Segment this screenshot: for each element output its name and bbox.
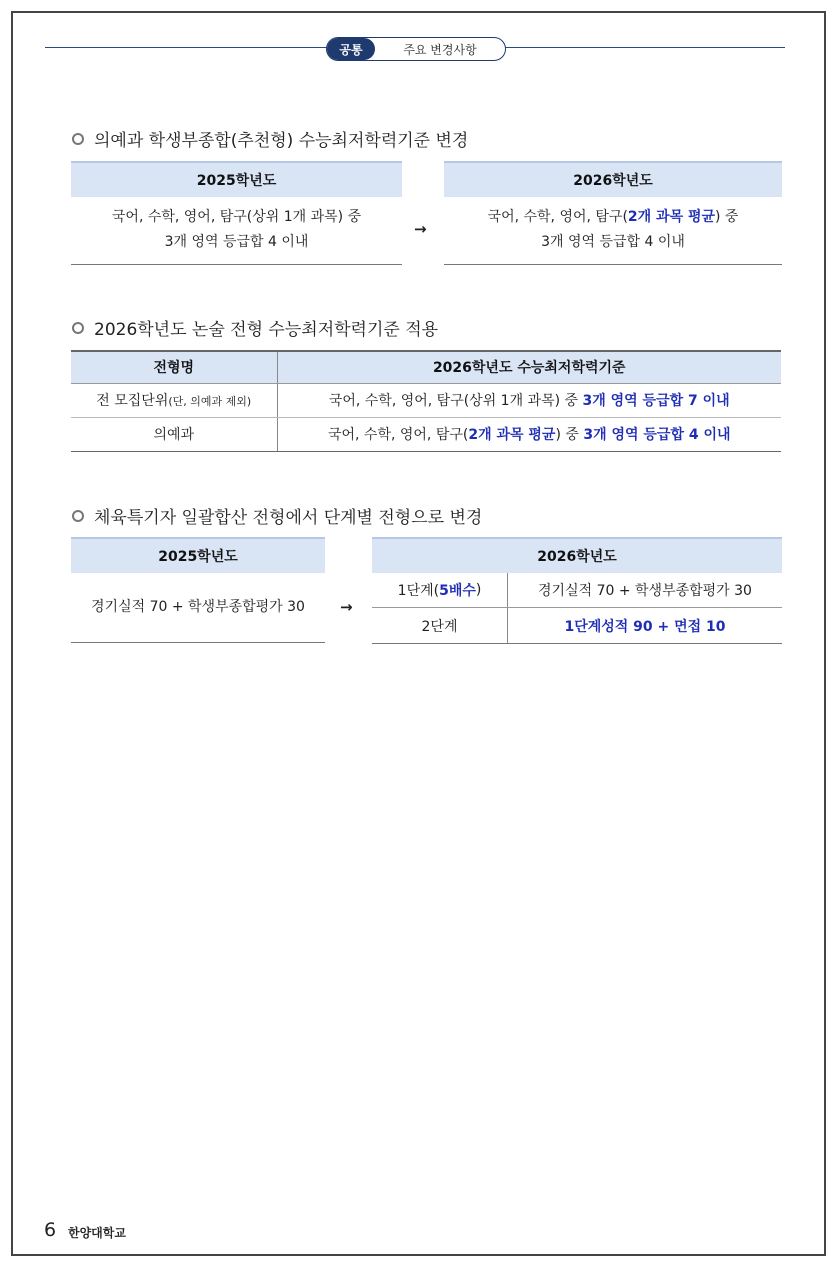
section1-after-line2: 3개 영역 등급합 4 이내	[541, 234, 685, 250]
row-criteria-highlight: 3개 영역 등급합 7 이내	[582, 393, 730, 409]
stage1-post: )	[475, 582, 482, 598]
row-type-cell	[71, 383, 277, 417]
section1-heading	[72, 126, 468, 151]
section3-before-value: 경기실적 70 + 학생부종합평가 30	[71, 573, 325, 643]
section1-title: 의예과 학생부종합(추천형) 수능최저학력기준 변경	[94, 131, 469, 151]
section1-arrow-icon: →	[414, 220, 427, 238]
row-type-cell	[71, 417, 277, 451]
stage1-highlight: 5배수	[439, 583, 476, 599]
header-tag: 공통	[327, 38, 375, 60]
section1-after-body	[444, 197, 782, 265]
column-header-type: 전형명	[71, 351, 277, 383]
stage1-value: 경기실적 70 + 학생부종합평가 30	[538, 583, 752, 599]
section1-before-line1: 국어, 수학, 영어, 탐구(상위 1개 과목) 중	[111, 209, 362, 225]
bullet-circle-icon	[72, 510, 84, 522]
column-header-criteria: 2026학년도 수능최저학력기준	[277, 351, 781, 383]
bullet-circle-icon	[72, 133, 84, 145]
header-label: 주요 변경사항	[403, 42, 477, 57]
stage1-pre: 1단계(	[397, 583, 440, 599]
row-criteria-highlight-mid: 2개 과목 평균	[468, 427, 556, 443]
section3-before-box	[71, 537, 325, 643]
row-criteria-pre: 국어, 수학, 영어, 탐구(	[327, 427, 469, 443]
table-row	[71, 383, 781, 417]
section1-after-highlight: 2개 과목 평균	[627, 209, 716, 225]
section3-arrow-icon: →	[340, 598, 353, 616]
table-row	[71, 417, 781, 451]
row-criteria-cell	[277, 417, 781, 451]
row-type-sub: (단, 의예과 제외)	[168, 395, 252, 408]
row-criteria-pre: 국어, 수학, 영어, 탐구(상위 1개 과목) 중	[328, 393, 583, 409]
row-type-main: 전 모집단위	[96, 393, 169, 409]
table-header-row	[71, 351, 781, 383]
stage-row	[372, 608, 782, 643]
section3-stage-grid	[372, 573, 782, 644]
header-pill	[326, 37, 506, 61]
section3-before-year: 2025학년도	[71, 537, 325, 573]
section3-title: 체육특기자 일괄합산 전형에서 단계별 전형으로 변경	[94, 508, 483, 528]
section1-after-year: 2026학년도	[444, 161, 782, 197]
bullet-circle-icon	[72, 322, 84, 334]
row-type-main: 의예과	[153, 427, 195, 443]
stage-row	[372, 573, 782, 608]
section3-heading	[72, 503, 482, 528]
section2-heading	[72, 315, 438, 340]
section1-after-line1-post: ) 중	[715, 209, 739, 225]
section1-before-line2: 3개 영역 등급합 4 이내	[164, 234, 309, 250]
section2-title: 2026학년도 논술 전형 수능최저학력기준 적용	[94, 320, 439, 340]
section2-table	[71, 350, 781, 452]
stage1-label	[372, 573, 508, 607]
section1-before-box	[71, 161, 402, 265]
page-number: 6	[44, 1219, 57, 1241]
stage2-label: 2단계	[372, 608, 508, 643]
section1-after-line1-pre: 국어, 수학, 영어, 탐구(	[487, 209, 628, 225]
stage2-value: 1단계성적 90 + 면접 10	[564, 618, 726, 635]
section1-after-line1	[444, 205, 782, 230]
header-rule-right	[505, 47, 785, 48]
section1-before-body	[71, 197, 402, 265]
row-criteria-mid: ) 중	[555, 427, 584, 443]
row-criteria-cell	[277, 383, 781, 417]
section1-before-year: 2025학년도	[71, 161, 402, 197]
footer-school-name: 한양대학교	[68, 1226, 126, 1240]
header-rule-left	[45, 47, 327, 48]
section3-after-year: 2026학년도	[372, 537, 782, 573]
section1-after-box	[444, 161, 782, 265]
section3-after-box	[372, 537, 782, 644]
row-criteria-highlight: 3개 영역 등급합 4 이내	[583, 427, 731, 443]
